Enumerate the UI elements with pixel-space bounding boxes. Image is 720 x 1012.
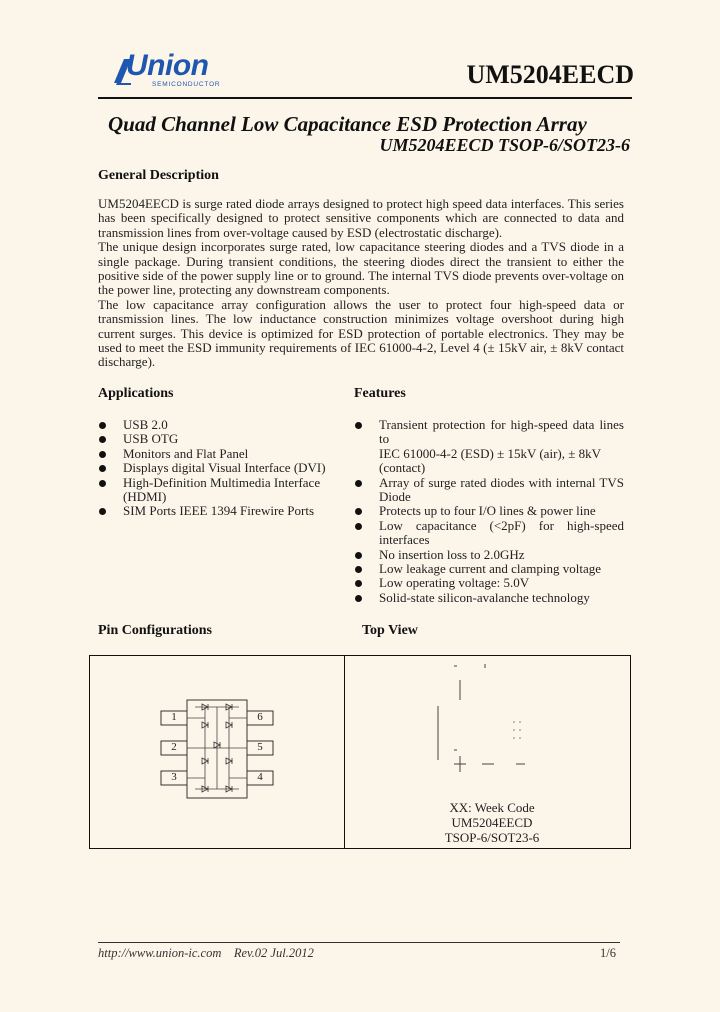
footer-rule xyxy=(98,942,620,943)
list-item: Low capacitance (<2pF) for high-speed interfaces xyxy=(354,519,624,548)
header-rule xyxy=(98,97,632,99)
list-item: Monitors and Flat Panel xyxy=(98,447,338,461)
list-item: Solid-state silicon-avalanche technology xyxy=(354,591,624,605)
list-item: Low operating voltage: 5.0V xyxy=(354,576,624,590)
list-item: USB 2.0 xyxy=(98,418,338,432)
pin-label-6: 6 xyxy=(257,711,263,723)
list-item: Low leakage current and clamping voltage xyxy=(354,562,624,576)
company-logo xyxy=(112,49,242,95)
general-paragraph-2: The unique design incorporates surge rated, low capacitance steering diodes and a TVS diode in a single package. During transient conditions, the steering diodes direct the transient to either the positive side of the power supply line or to ground. The internal TVS diode prevents over-voltage on the power line, protecting any downstream components. xyxy=(98,239,624,298)
marking-part: UM5204EECD xyxy=(451,815,533,830)
pin-label-5: 5 xyxy=(257,741,263,753)
pin-label-4: 4 xyxy=(257,771,263,783)
footer-url-revision: http://www.union-ic.com Rev.02 Jul.2012 xyxy=(98,946,314,960)
general-paragraph-1: UM5204EECD is surge rated diode arrays designed to protect high speed data interfaces. This series has been specifically designed to protect sensitive components which are connected to data and transmission lines from over-voltage caused by ESD (electrostatic discharge). xyxy=(98,196,624,240)
general-description-body xyxy=(98,197,624,370)
document-title: Quad Channel Low Capacitance ESD Protection Array xyxy=(108,112,587,136)
logo-name: Union xyxy=(126,49,209,82)
feature-text-cont: IEC 61000-4-2 (ESD) ± 15kV (air), ± 8kV xyxy=(379,445,601,461)
pin-label-3: 3 xyxy=(171,771,177,783)
general-paragraph-3: The low capacitance array configuration allows the user to protect four high-speed data or transmission lines. The low inductance construction minimizes voltage overshoot during high current surges. This device is optimized for ESD protection of portable electronics. They may be used to meet the ESD immunity requirements of IEC 61000-4-2, Level 4 (± 15kV air, ± 8kV contact discharge). xyxy=(98,296,624,370)
features-heading: Features xyxy=(354,386,406,401)
page-number: 1/6 xyxy=(600,946,616,960)
feature-text: Transient protection for high-speed data lines to xyxy=(379,417,624,447)
list-item: No insertion loss to 2.0GHz xyxy=(354,548,624,562)
document-subtitle: UM5204EECD TSOP-6/SOT23-6 xyxy=(379,135,630,155)
top-view-heading: Top View xyxy=(362,623,418,638)
logo-subtitle: SEMICONDUCTOR xyxy=(152,81,221,88)
pin-label-1: 1 xyxy=(171,711,177,723)
pin-config-heading: Pin Configurations xyxy=(98,623,212,638)
applications-list xyxy=(98,418,338,519)
list-item: Protects up to four I/O lines & power line xyxy=(354,504,624,518)
list-item: Array of surge rated diodes with internal TVS Diode xyxy=(354,476,624,505)
pin-label-2: 2 xyxy=(171,741,177,753)
general-description-heading: General Description xyxy=(98,168,219,183)
feature-text-cont: (contact) xyxy=(379,460,426,476)
list-item: USB OTG xyxy=(98,432,338,446)
marking-diagram xyxy=(430,660,540,780)
features-list xyxy=(354,418,624,605)
list-item xyxy=(354,418,624,476)
list-item: SIM Ports IEEE 1394 Firewire Ports xyxy=(98,504,338,518)
applications-heading: Applications xyxy=(98,386,174,401)
header-part-number: UM5204EECD xyxy=(466,60,634,89)
marking-week-code: XX: Week Code xyxy=(449,800,535,815)
list-item: High-Definition Multimedia Interface (HDMI) xyxy=(98,476,338,505)
list-item: Displays digital Visual Interface (DVI) xyxy=(98,461,338,475)
marking-package: TSOP-6/SOT23-6 xyxy=(444,830,540,845)
frame-divider xyxy=(344,655,345,849)
